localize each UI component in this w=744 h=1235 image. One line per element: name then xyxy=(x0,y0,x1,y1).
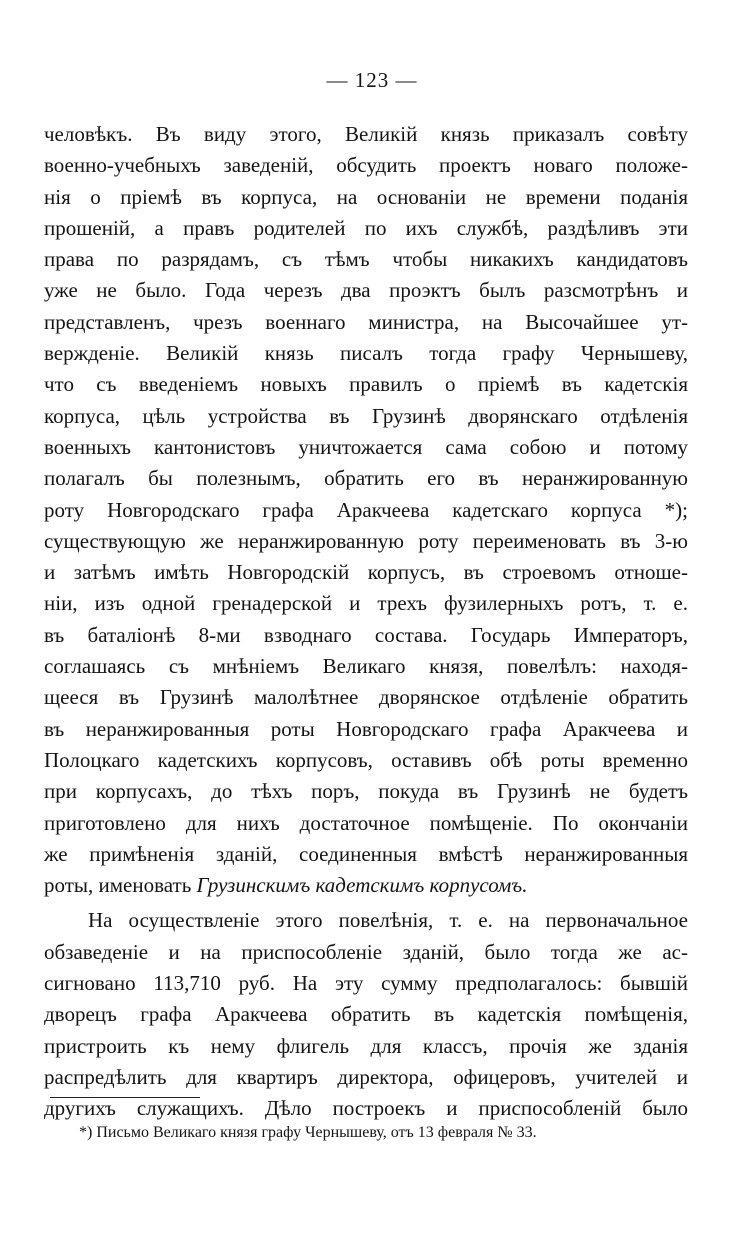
text-line: соглашаясь съ мнѣніемъ Великаго князя, повелѣлъ: находя- xyxy=(44,654,688,679)
text-line: вержденіе. Великій князь писалъ тогда графу Чернышеву, xyxy=(44,341,688,366)
text-line: же примѣненія зданій, соединенныя вмѣстѣ неранжированныя xyxy=(44,841,688,866)
text-line: другихъ служащихъ. Дѣло построекъ и приспособленій было xyxy=(44,1096,688,1121)
text-line: пристроить къ нему флигель для классъ, прочія же зданія xyxy=(44,1033,688,1058)
text-line: нія о пріемѣ въ корпуса, на основаніи не времени поданія xyxy=(44,184,688,209)
body-text xyxy=(44,119,688,1125)
text-line: что съ введеніемъ новыхъ правилъ о пріемѣ въ кадетскія xyxy=(44,372,688,397)
text-line: На осуществленіе этого повелѣнія, т. е. на первоначальное xyxy=(88,908,688,933)
text-line: полагалъ бы полезнымъ, обратить его въ неранжированную xyxy=(44,466,688,491)
text-line: дворецъ графа Аракчеева обратить въ кадетскія помѣщенія, xyxy=(44,1002,688,1027)
text-line: корпуса, цѣль устройства въ Грузинѣ дворянскаго отдѣленія xyxy=(44,403,688,428)
text-line: въ неранжированныя роты Новгородскаго графа Аракчеева и xyxy=(44,716,688,741)
text-plain: роты, именовать xyxy=(44,873,197,898)
text-line: ніи, изъ одной гренадерской и трехъ фузилерныхъ ротъ, т. е. xyxy=(44,591,688,616)
footnote: *) Письмо Великаго князя графу Чернышеву, отъ 13 февраля № 33. xyxy=(79,1124,537,1141)
text-line: распредѣлить для квартиръ директора, офицеровъ, учителей и xyxy=(44,1064,688,1089)
text-line: въ баталіонѣ 8-ми взводнаго состава. Государь Императоръ, xyxy=(44,622,688,647)
text-line: Полоцкаго кадетскихъ корпусовъ, оставивъ обѣ роты временно xyxy=(44,747,688,772)
page-number: — 123 — xyxy=(326,68,418,92)
text-line: сигновано 113,710 руб. На эту сумму предполагалось: бывшій xyxy=(44,971,688,996)
text-line: прошеній, а правъ родителей по ихъ службѣ, раздѣливъ эти xyxy=(44,215,688,240)
text-line: уже не было. Года черезъ два проэктъ былъ разсмотрѣнъ и xyxy=(44,278,688,303)
text-line: представленъ, чрезъ военнаго министра, на Высочайшее ут- xyxy=(44,309,688,334)
italic-emphasis: Грузинскимъ кадетскимъ корпусомъ. xyxy=(196,873,528,898)
text-line: военно-учебныхъ заведеній, обсудить проектъ новаго положе- xyxy=(44,153,688,178)
footnote-divider xyxy=(50,1097,200,1098)
text-line: существующую же неранжированную роту переименовать въ 3-ю xyxy=(44,528,688,553)
text-line: роту Новгородскаго графа Аракчеева кадетскаго корпуса *); xyxy=(44,497,688,522)
text-line: военныхъ кантонистовъ уничтожается сама собою и потому xyxy=(44,434,688,459)
text-line: человѣкъ. Въ виду этого, Великій князь приказалъ совѣту xyxy=(44,122,688,146)
text-line: при корпусахъ, до тѣхъ поръ, покуда въ Грузинѣ не будетъ xyxy=(44,779,688,804)
text-line: и затѣмъ имѣть Новгородскій корпусъ, въ строевомъ отноше- xyxy=(44,560,688,585)
text-line: щееся въ Грузинѣ малолѣтнее дворянское отдѣленіе обратить xyxy=(44,685,688,710)
text-line-last xyxy=(44,870,688,901)
paragraph-1 xyxy=(44,119,688,901)
text-line: права по разрядамъ, съ тѣмъ чтобы никакихъ кандидатовъ xyxy=(44,247,688,272)
text-line: приготовлено для нихъ достаточное помѣщеніе. По окончаніи xyxy=(44,810,688,835)
text-line: обзаведеніе и на приспособленіе зданій, было тогда же ас- xyxy=(44,939,688,964)
paragraph-2 xyxy=(44,905,688,1124)
